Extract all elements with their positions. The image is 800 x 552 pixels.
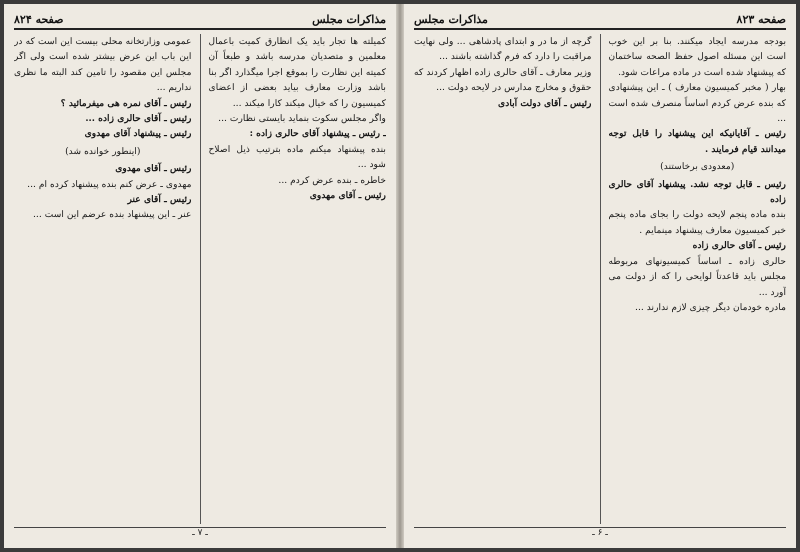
right-page-columns [414, 34, 786, 524]
left-page-title: مذاکرات مجلس [312, 12, 386, 26]
right-page [404, 4, 796, 548]
stage-direction: (اینطور خوانده شد) [65, 145, 141, 157]
speaker-line: رئیس ـ آقای حالری زاده ... [85, 113, 192, 125]
right-page-header [414, 10, 786, 30]
right-page-col-left [414, 34, 592, 524]
paragraph: واگر مجلس سکوت بنماید بایستی نظارت ... [218, 113, 386, 125]
paragraph: بودجه مدرسه ایجاد میکنند. بنا بر این خوب است این مسئله اصول حفظ الصحه ساختمان که پیشنهاد شده است در ماده مراعات شود. [608, 36, 786, 78]
book-gutter [396, 4, 404, 548]
paragraph: وزیر معارف ـ آقای حالری زاده اظهار کردند که حقوق و مخارج مدارس در لایحه دولت ... [414, 66, 592, 94]
column-divider [600, 34, 601, 524]
paragraph: عمومی وزارتخانه محلی بیست این است که در این باب این عرض بیشتر شده است ولی اگر مجلس این مقصود را تامین کند البته ما نظری نداریم ... [14, 36, 192, 94]
speaker-line: ـ رئیس ـ پیشنهاد آقای حالری زاده : [249, 128, 386, 140]
paragraph: بهار ( مخبر کمیسیون معارف ) ـ این پیشنهادی که بنده عرض کردم اساساً منصرف شده است ... [608, 82, 786, 125]
paragraph: کمیلته ها تجار باید یک انظارق کمیت باعمال معلمین و متصدیان مدرسه باشد و طبعاً آن کمیته این نظارت را بموقع اجرا میگذارد اگر بنا باشد وزارت معارف بیاید بعضی از اعضای کمیسیون را که خیال میکند کارا میکند ... [208, 36, 386, 109]
paragraph: بنده ماده پنجم لایحه دولت را بجای ماده پنجم خبر کمیسیون معارف پیشنهاد مینمایم . [608, 209, 786, 236]
speaker-line: رئیس ـ پیشنهاد آقای مهدوی [84, 128, 192, 140]
paragraph: حالری زاده ـ اساساً کمیسیونهای مربوطه مجلس باید قاعدتاً لوایحی را که از دولت می آورد ... [608, 255, 786, 298]
speaker-line: رئیس ـ آقای عنر [127, 194, 192, 206]
paragraph: گرچه از ما در و ابتدای پادشاهی ... ولی نهایت مراقبت را دارد که فرم گذاشته باشند ... [414, 36, 592, 63]
book-spread [4, 4, 796, 548]
speaker-line: رئیس ـ آقای حالری زاده [692, 240, 786, 252]
left-page-columns [14, 34, 386, 524]
paragraph: مهدوی ـ عرض کنم بنده پیشنهاد کرده ام ... [27, 178, 192, 190]
paragraph: عنر ـ این پیشنهاد بنده عرضم این است ... [33, 209, 192, 221]
left-page-col-left [14, 34, 192, 524]
paragraph: مادره خودمان دیگر چیزی لازم ندارند ... [635, 301, 786, 313]
left-page-number: صفحه ۸۲۴ [14, 12, 64, 26]
right-page-title: مذاکرات مجلس [414, 12, 488, 26]
speaker-line: رئیس ـ آقای مهدوی [309, 190, 386, 202]
left-page-header [14, 10, 386, 30]
speaker-line: رئیس ـ آقای دولت آبادی [498, 97, 592, 109]
stage-direction: (معدودی برخاستند) [660, 161, 735, 173]
right-page-col-right [609, 34, 787, 524]
speaker-line: رئیس ـ آقای مهدوی [115, 163, 192, 175]
left-page [4, 4, 396, 548]
right-page-footer: ـ ۶ ـ [414, 527, 786, 542]
paragraph: بنده پیشنهاد میکنم ماده بترتیب ذیل اصلاح شود ... [208, 143, 386, 171]
left-page-footer: ـ ۷ ـ [14, 527, 386, 542]
speaker-line: رئیس ـ آقای نمره هی میفرمائید ؟ [60, 97, 192, 109]
paragraph: خاطره ـ بنده عرض کردم ... [278, 174, 386, 186]
right-page-number: صفحه ۸۲۳ [736, 12, 786, 26]
speaker-line: رئیس ـ قابل توجه نشد. پیشنهاد آقای حالری زاده [608, 178, 786, 206]
speaker-line: رئیس ـ آقایانیکه این پیشنهاد را قابل توجه میدانند قیام فرمایند . [608, 128, 786, 155]
column-divider [200, 34, 201, 524]
left-page-col-right [209, 34, 387, 524]
